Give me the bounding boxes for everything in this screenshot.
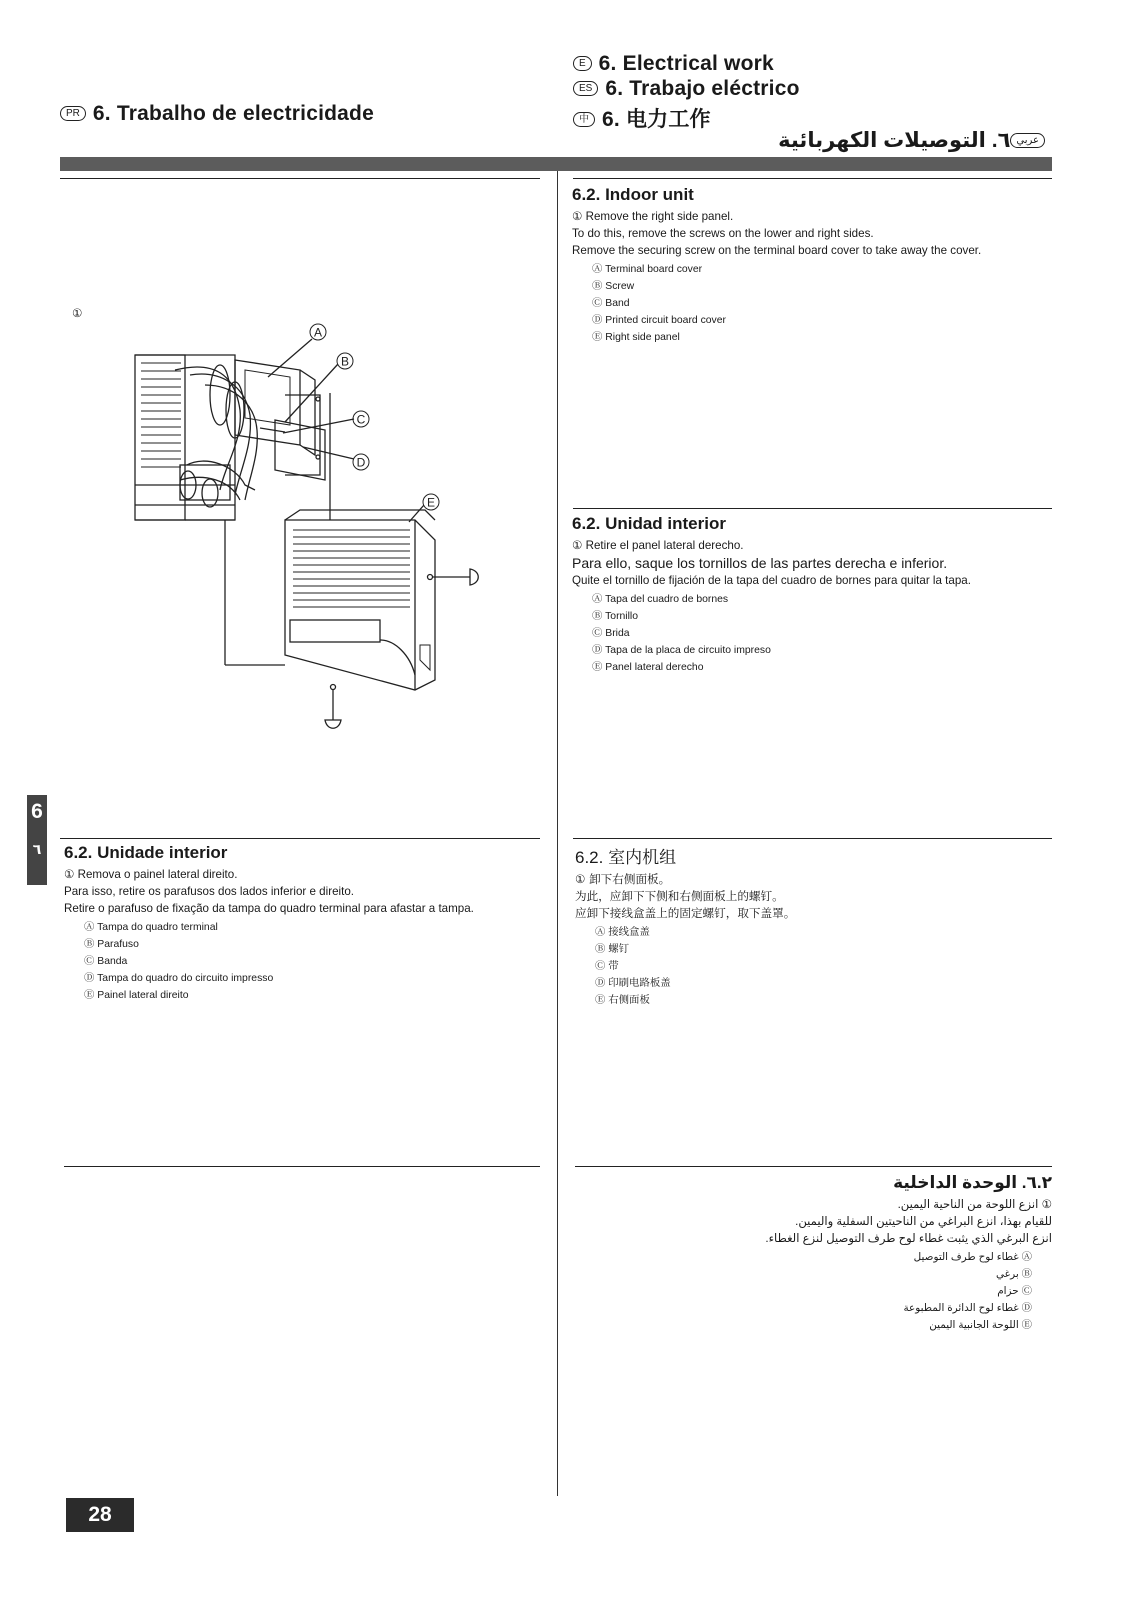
lang-badge-es: ES <box>573 81 598 96</box>
header-rule-right <box>573 178 1052 179</box>
section-title-chinese: 6.2. 室内机组 <box>575 848 677 867</box>
legend-item: Ⓒ 带 <box>595 961 619 972</box>
header-title-e: 6. Electrical work <box>598 52 774 75</box>
section-title-portuguese: 6.2. Unidade interior <box>64 843 228 862</box>
legend-item: Ⓐ Tampa do quadro terminal <box>84 922 218 933</box>
legend-item: Ⓑ 螺钉 <box>595 944 630 955</box>
header-title-zh: 6. 电力工作 <box>602 108 711 131</box>
section-portuguese <box>64 843 540 1004</box>
legend-item: Ⓐ 接线盒盖 <box>595 927 650 938</box>
diagram-label-d: D <box>356 455 366 470</box>
text-line: للقيام بهذا، انزع البراغي من الناحيتين السفلية واليمين. <box>795 1215 1052 1228</box>
rule-bottom-right <box>575 1166 1052 1167</box>
section-chinese <box>575 843 1052 1009</box>
page-number: 28 <box>66 1498 134 1532</box>
chapter-side-tab <box>27 795 47 885</box>
rule-bottom-left <box>64 1166 540 1167</box>
lang-badge-e: E <box>573 56 592 71</box>
rule-spanish <box>573 508 1052 509</box>
legend-item: Ⓐ Terminal board cover <box>592 264 703 275</box>
legend-portuguese <box>84 919 540 1004</box>
header-zh <box>573 103 711 133</box>
legend-item: Ⓔ اللوحة الجانبية اليمين <box>929 1320 1032 1331</box>
text-line: To do this, remove the screws on the lower and right sides. <box>572 227 874 240</box>
legend-item: Ⓒ Brida <box>592 628 630 639</box>
legend-item: Ⓑ برغي <box>996 1269 1032 1280</box>
legend-item: Ⓓ Printed circuit board cover <box>592 315 726 326</box>
text-line: انزع البرغي الذي يثبت غطاء لوح طرف التوصيل لنزع الغطاء. <box>765 1232 1052 1245</box>
header-es <box>573 77 800 101</box>
text-line: ① Remova o painel lateral direito. <box>64 868 238 881</box>
section-title-spanish: 6.2. Unidad interior <box>572 514 726 533</box>
section-spanish <box>572 514 1052 676</box>
legend-item: Ⓐ Tapa del cuadro de bornes <box>592 594 729 605</box>
legend-item: Ⓑ Screw <box>592 281 635 292</box>
header-title-ar: ٦. التوصيلات الكهربائية <box>778 129 1011 152</box>
legend-item: Ⓔ Right side panel <box>592 332 680 343</box>
legend-chinese <box>595 924 1052 1009</box>
text-line: 应卸下接线盒盖上的固定螺钉，取下盖罩。 <box>575 906 796 920</box>
side-tab-number: 6 <box>31 800 43 823</box>
text-line: Retire o parafuso de fixação da tampa do quadro terminal para afastar a tampa. <box>64 902 474 915</box>
lang-badge-ar: عربي <box>1010 133 1045 148</box>
legend-item: Ⓔ Painel lateral direito <box>84 990 189 1001</box>
legend-item: Ⓓ 印刷电路板盖 <box>595 978 671 989</box>
text-line: 为此，应卸下下侧和右侧面板上的螺钉。 <box>575 889 784 903</box>
legend-arabic <box>575 1249 1032 1334</box>
text-line: ① Remove the right side panel. <box>572 210 734 223</box>
section-title-arabic: ٦.٢. الوحدة الداخلية <box>893 1173 1052 1192</box>
text-line: ① Retire el panel lateral derecho. <box>572 539 744 552</box>
header-ar <box>700 128 1052 153</box>
text-line: Quite el tornillo de fijación de la tapa del cuadro de bornes para quitar la tapa. <box>572 574 971 587</box>
side-tab-arabic-number: ٦ <box>32 841 42 857</box>
header-title-es: 6. Trabajo eléctrico <box>605 77 800 100</box>
text-line: Para ello, saque los tornillos de las partes derecha e inferior. <box>572 555 948 571</box>
rule-portuguese <box>60 838 540 839</box>
header-title-pr: 6. Trabalho de electricidade <box>92 102 374 125</box>
legend-item: Ⓔ Panel lateral derecho <box>592 662 704 673</box>
legend-item: Ⓒ حزام <box>997 1286 1032 1297</box>
column-divider <box>557 171 558 1496</box>
legend-spanish <box>592 591 1052 676</box>
section-english <box>572 185 1052 346</box>
legend-item: Ⓓ Tampa do quadro do circuito impresso <box>84 973 274 984</box>
text-line: Para isso, retire os parafusos dos lados inferior e direito. <box>64 885 354 898</box>
text-line: ① انزع اللوحة من الناحية اليمين. <box>897 1198 1052 1211</box>
legend-item: Ⓓ Tapa de la placa de circuito impreso <box>592 645 771 656</box>
section-arabic <box>575 1173 1052 1334</box>
text-line: Remove the securing screw on the terminal board cover to take away the cover. <box>572 244 982 257</box>
indoor-unit-diagram <box>125 315 525 745</box>
text-line: ① 卸下右侧面板。 <box>575 872 671 886</box>
legend-item: Ⓒ Band <box>592 298 630 309</box>
diagram-step-marker: ① <box>72 307 83 320</box>
lang-badge-zh: 中 <box>573 112 595 127</box>
legend-english <box>592 261 1052 346</box>
legend-item: Ⓑ Tornillo <box>592 611 639 622</box>
diagram-label-e: E <box>426 495 436 510</box>
legend-item: Ⓐ غطاء لوح طرف التوصيل <box>913 1252 1032 1263</box>
header-e <box>573 52 774 76</box>
section-title-english: 6.2. Indoor unit <box>572 185 694 204</box>
diagram-label-c: C <box>356 412 366 427</box>
header-rule-left <box>60 178 540 179</box>
lang-badge-pr: PR <box>60 106 86 121</box>
header-pattern-bar <box>60 157 1052 171</box>
diagram-label-a: A <box>313 325 323 340</box>
diagram-label-b: B <box>340 354 350 369</box>
header-pr <box>60 102 374 126</box>
legend-item: Ⓔ 右侧面板 <box>595 995 650 1006</box>
legend-item: Ⓒ Banda <box>84 956 128 967</box>
rule-chinese <box>573 838 1052 839</box>
legend-item: Ⓑ Parafuso <box>84 939 139 950</box>
legend-item: Ⓓ غطاء لوح الدائرة المطبوعة <box>903 1303 1032 1314</box>
